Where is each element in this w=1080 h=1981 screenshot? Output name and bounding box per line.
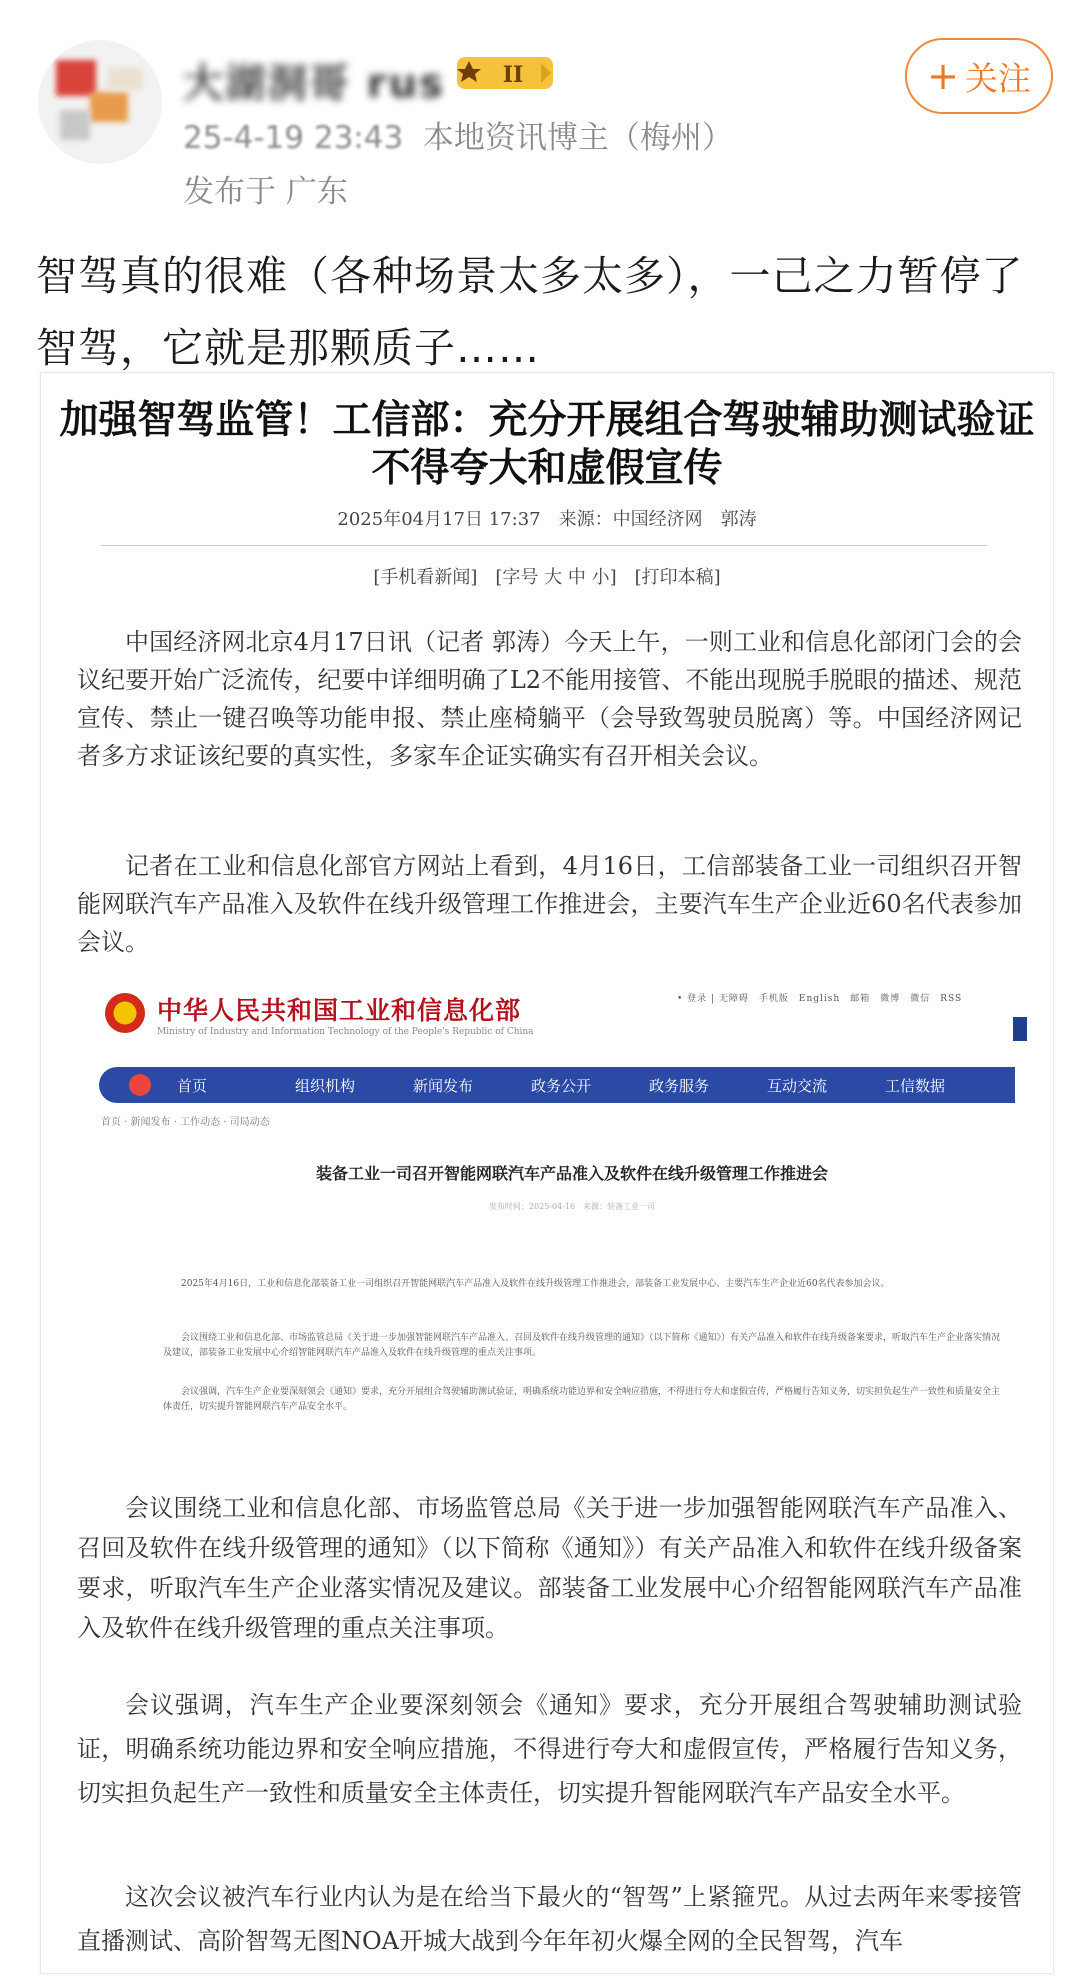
embedded-gov-screenshot bbox=[97, 981, 1047, 1481]
gov-site-subtitle: Ministry of Industry and Information Technology of the People's Republic of China bbox=[157, 1027, 534, 1037]
article-paragraph: 会议强调，汽车生产企业要深刻领会《通知》要求，充分开展组合驾驶辅助测试验证，明确系统功能边界和安全响应措施，不得进行夸大和虚假宣传，严格履行告知义务，切实担负起生产一致性和质量安全主体责任，切实提升智能网联汽车产品安全水平。 bbox=[77, 1691, 1022, 1807]
follow-button[interactable] bbox=[905, 38, 1053, 114]
gov-article-title: 装备工业一司召开智能网联汽车产品准入及软件在线升级管理工作推进会 bbox=[315, 1164, 828, 1183]
article-meta: 2025年04月17日 17:37 来源：中国经济网 郭涛 bbox=[337, 509, 757, 530]
gov-article-meta: 发布时间：2025-04-16 来源：装备工业一司 bbox=[488, 1202, 656, 1211]
divider bbox=[101, 545, 987, 546]
gov-breadcrumb: 首页 · 新闻发布 · 工作动态 · 司局动态 bbox=[101, 1117, 270, 1128]
post-header bbox=[0, 0, 1080, 210]
gov-nav-item: 新闻发布 bbox=[413, 1076, 474, 1095]
plus-icon: + bbox=[927, 54, 959, 98]
article-paragraph: 这次会议被汽车行业内认为是在给当下最火的“智驾”上紧箍咒。从过去两年来零接管直播测试、高阶智驾无图NOA开城大战到今年年初火爆全网的全民智驾，汽车 bbox=[77, 1883, 1022, 1955]
gov-nav-bar bbox=[99, 1067, 1015, 1103]
gov-nav-item: 工信数据 bbox=[885, 1076, 946, 1095]
article-title bbox=[41, 397, 1053, 493]
gov-site-name: 中华人民共和国工业和信息化部 bbox=[157, 996, 522, 1025]
author-tag: 本地资讯博主（梅州） bbox=[422, 120, 733, 156]
gov-nav-item: 互动交流 bbox=[767, 1076, 828, 1095]
article-paragraph: 会议围绕工业和信息化部、市场监管总局《关于进一步加强智能网联汽车产品准入、召回及软件在线升级管理的通知》（以下简称《通知》）有关产品准入和软件在线升级备案要求，听取汽车生产企业落实情况及建议。部装备工业发展中心介绍智能网联汽车产品准入及软件在线升级管理的重点关注事项。 bbox=[77, 1494, 1022, 1642]
username[interactable]: 大湖洞哥 rus bbox=[183, 61, 445, 107]
gov-body-paragraph: 会议强调，汽车生产企业要深刻领会《通知》要求，充分开展组合驾驶辅助测试验证，明确系统功能边界和安全响应措施，不得进行夸大和虚假宣传，严格履行告知义务，切实担负起生产一致性和质量安全主体责任，切实提升智能网联汽车产品安全水平。 bbox=[163, 1387, 1001, 1412]
article-screenshot[interactable] bbox=[40, 372, 1054, 1974]
article-tools: [手机看新闻] [字号 大 中 小] [打印本稿] bbox=[373, 567, 721, 588]
article-title-line2: 不得夸大和虚假宣传 bbox=[371, 446, 723, 491]
gov-top-links: • 登录 | 无障碍 手机版 English 邮箱 微博 微信 RSS bbox=[677, 994, 963, 1004]
avatar[interactable] bbox=[38, 40, 162, 164]
home-icon bbox=[129, 1074, 151, 1096]
post-text: 智驾真的很难（各种场景太多太多），一己之力暂停了智驾，它就是那颗质子…… bbox=[36, 252, 1024, 372]
gov-body-paragraph: 2025年4月16日，工业和信息化部装备工业一司组织召开智能网联汽车产品准入及软件在线升级管理工作推进会，部装备工业发展中心、主要汽车生产企业近60名代表参加会议。 bbox=[181, 1279, 890, 1289]
gov-body-paragraph: 会议围绕工业和信息化部、市场监管总局《关于进一步加强智能网联汽车产品准入、召回及软件在线升级管理的通知》（以下简称《通知》）有关产品准入和软件在线升级备案要求，听取汽车生产企业落实情况及建议，部装备工业发展中心介绍智能网联汽车产品准入及软件在线升级管理的重点关注事项。 bbox=[163, 1333, 1001, 1358]
gov-nav-item: 政务公开 bbox=[531, 1076, 592, 1095]
search-icon bbox=[1013, 1017, 1027, 1041]
vip-badge-icon bbox=[455, 53, 555, 93]
badge-label: II bbox=[502, 62, 524, 88]
gov-nav-item: 政务服务 bbox=[649, 1076, 710, 1095]
follow-label: 关注 bbox=[964, 58, 1031, 98]
article-title-line1: 加强智驾监管！工信部：充分开展组合驾驶辅助测试验证 bbox=[59, 398, 1035, 443]
gov-nav-item: 组织机构 bbox=[295, 1076, 356, 1095]
post-meta bbox=[183, 112, 733, 157]
post-datetime: 25-4-19 23:43 bbox=[183, 120, 404, 156]
gov-nav-item: 首页 bbox=[177, 1076, 208, 1095]
article-paragraph: 中国经济网北京4月17日讯（记者 郭涛）今天上午，一则工业和信息化部闭门会的会议纪要开始广泛流传，纪要中详细明确了L2不能用接管、不能出现脱手脱眼的描述、规范宣传、禁止一键召唤等功能申报、禁止座椅躺平（会导致驾驶员脱离）等。中国经济网记者多方求证该纪要的真实性，多家车企证实确实有召开相关会议。 bbox=[77, 628, 1022, 770]
national-emblem-icon bbox=[105, 993, 145, 1033]
post-location: 发布于 广东 bbox=[183, 174, 348, 210]
article-paragraph: 记者在工业和信息化部官方网站上看到，4月16日，工信部装备工业一司组织召开智能网联汽车产品准入及软件在线升级管理工作推进会，主要汽车生产企业近60名代表参加会议。 bbox=[77, 852, 1022, 956]
